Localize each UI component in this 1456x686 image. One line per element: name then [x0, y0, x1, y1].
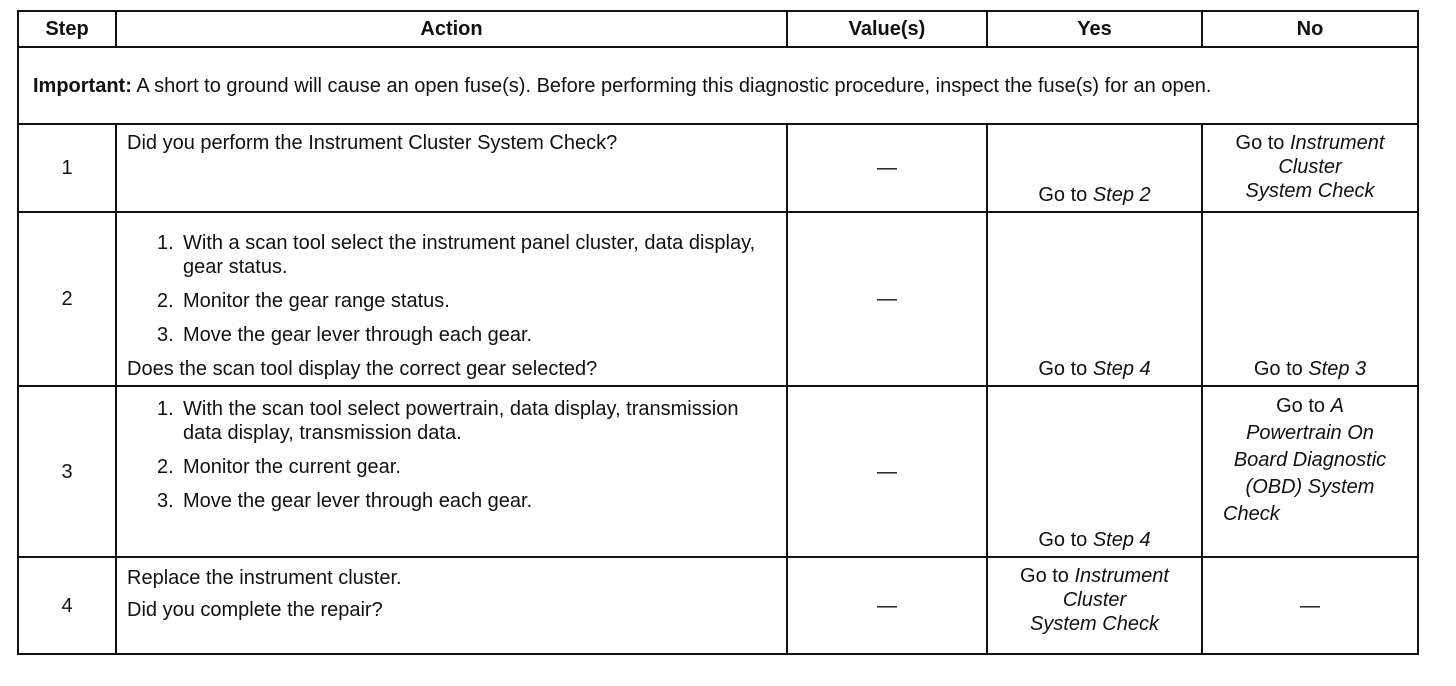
- no-link-line5[interactable]: Check: [1223, 503, 1280, 525]
- yes-cell: [987, 124, 1202, 212]
- important-text: A short to ground will cause an open fuse(s). Before performing this diagnostic procedure, inspect the fuse(s) for an open.: [136, 74, 1212, 97]
- yes-cell: [987, 212, 1202, 386]
- item-text: Monitor the current gear.: [183, 456, 401, 478]
- item-text: With the scan tool select powertrain, data display, transmission data display, transmission data.: [183, 398, 739, 444]
- step-number: 4: [18, 557, 116, 654]
- yes-prefix: Go to: [1038, 184, 1093, 206]
- action-cell: [116, 386, 787, 557]
- yes-prefix: Go to: [1020, 565, 1075, 587]
- item-number: 2.: [157, 290, 174, 312]
- item-number: 3.: [157, 324, 174, 346]
- item-text: With a scan tool select the instrument panel cluster, data display, gear status.: [183, 232, 756, 278]
- no-prefix: Go to: [1253, 358, 1309, 380]
- action-cell: [116, 124, 787, 212]
- list-item: [157, 323, 780, 347]
- no-prefix: Go to: [1235, 132, 1290, 154]
- important-label: Important:: [33, 74, 132, 97]
- no-link-line4[interactable]: (OBD) System: [1245, 476, 1375, 498]
- item-text: Move the gear lever through each gear.: [183, 490, 533, 512]
- no-link-line2[interactable]: Powertrain On: [1246, 422, 1374, 444]
- header-yes: Yes: [987, 11, 1202, 47]
- header-no: No: [1202, 11, 1418, 47]
- yes-link-line3[interactable]: System Check: [1030, 613, 1159, 635]
- no-cell: [1202, 124, 1418, 212]
- header-row: [18, 11, 1418, 47]
- yes-link-line2[interactable]: Cluster: [1062, 589, 1127, 611]
- list-item: [157, 397, 780, 445]
- no-cell: [1202, 212, 1418, 386]
- no-cell: [1202, 386, 1418, 557]
- yes-link-line1[interactable]: Instrument: [1074, 565, 1169, 587]
- header-action: Action: [116, 11, 787, 47]
- list-item: [157, 231, 780, 279]
- action-question: Did you complete the repair?: [127, 599, 383, 621]
- no-prefix: Go to: [1276, 395, 1331, 417]
- no-link-line1[interactable]: Instrument: [1290, 132, 1385, 154]
- step-number: 3: [18, 386, 116, 557]
- yes-step-link[interactable]: Step 4: [1092, 529, 1151, 551]
- header-values: Value(s): [787, 11, 987, 47]
- no-link-line3[interactable]: Board Diagnostic: [1233, 449, 1387, 471]
- no-step-link[interactable]: Step 3: [1308, 358, 1367, 380]
- table-row: [18, 124, 1418, 212]
- step-number: 1: [18, 124, 116, 212]
- list-item: [157, 455, 780, 479]
- yes-cell: [987, 386, 1202, 557]
- value-cell: —: [787, 557, 987, 654]
- no-link-line2[interactable]: Cluster: [1278, 156, 1342, 178]
- action-cell: [116, 557, 787, 654]
- value-cell: —: [787, 124, 987, 212]
- action-question: Does the scan tool display the correct gear selected?: [127, 358, 598, 380]
- yes-step-link[interactable]: Step 2: [1092, 184, 1151, 206]
- action-cell: [116, 212, 787, 386]
- value-cell: —: [787, 386, 987, 557]
- important-note: [18, 47, 1418, 124]
- yes-prefix: Go to: [1038, 529, 1093, 551]
- no-link-line1[interactable]: A: [1330, 395, 1344, 417]
- table-row: [18, 212, 1418, 386]
- no-link-line3[interactable]: System Check: [1245, 180, 1375, 202]
- list-item: [157, 289, 780, 313]
- item-number: 1.: [157, 398, 174, 420]
- item-number: 2.: [157, 456, 174, 478]
- item-number: 3.: [157, 490, 174, 512]
- step-number: 2: [18, 212, 116, 386]
- list-item: [157, 489, 780, 513]
- table-row: [18, 557, 1418, 654]
- no-cell: —: [1202, 557, 1418, 654]
- action-question: Did you perform the Instrument Cluster System Check?: [127, 132, 618, 154]
- note-row: [18, 47, 1418, 124]
- yes-cell: [987, 557, 1202, 654]
- action-line: Replace the instrument cluster.: [127, 567, 402, 589]
- action-steps-list: [127, 231, 780, 347]
- diagnostic-table: [17, 10, 1419, 655]
- item-text: Move the gear lever through each gear.: [183, 324, 533, 346]
- item-text: Monitor the gear range status.: [183, 290, 450, 312]
- action-steps-list: [127, 397, 780, 513]
- value-cell: —: [787, 212, 987, 386]
- yes-step-link[interactable]: Step 4: [1092, 358, 1151, 380]
- item-number: 1.: [157, 232, 174, 254]
- header-step: Step: [18, 11, 116, 47]
- table-row: [18, 386, 1418, 557]
- yes-prefix: Go to: [1038, 358, 1093, 380]
